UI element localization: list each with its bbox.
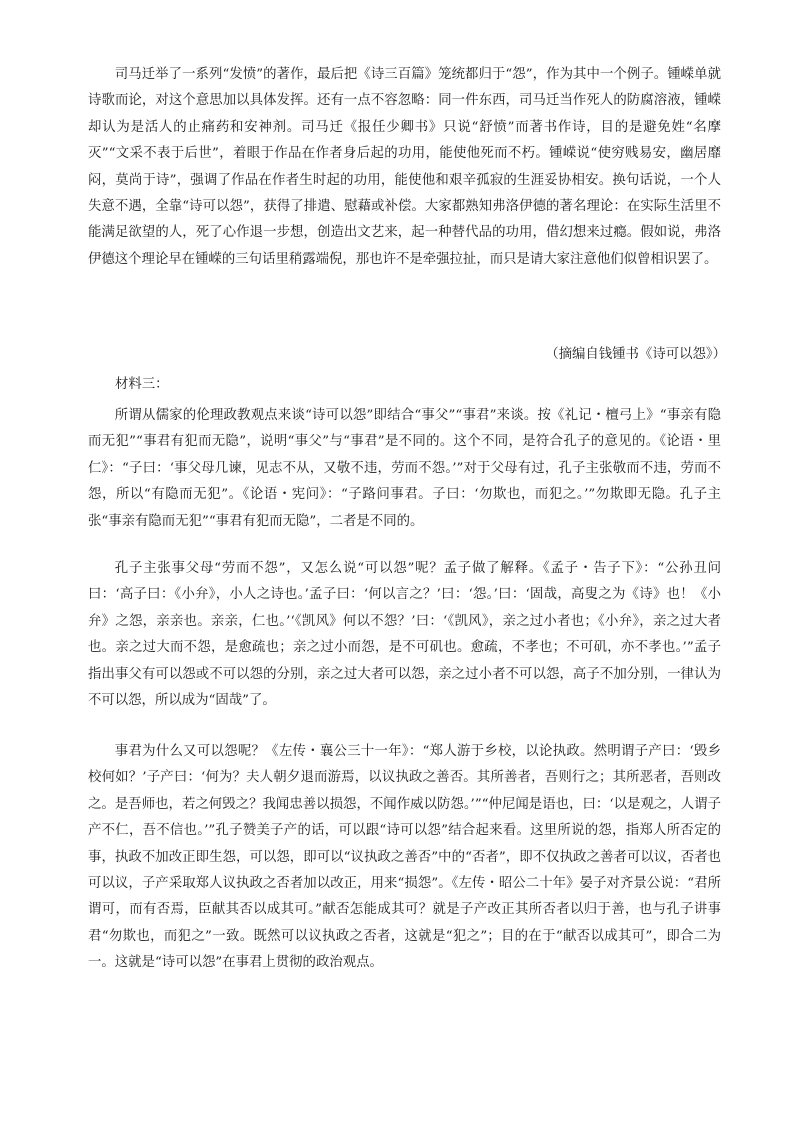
paragraph-1-block: [88, 62, 721, 273]
source-note: （摘编自钱锺书《诗可以怨》）: [545, 347, 726, 362]
paragraph-2: 所谓从儒家的伦理政教观点来谈“诗可以怨”即结合“事父”“事君”来谈。按《礼记・檀弓上》“事亲有隐而无犯”“事君有犯而无隐”，说明“事父”与“事君”是不同的。这个不同，是符合孔子的意见的。《论语・里仁》：“子曰：‘事父母几谏，见志不从，又敬不违，劳而不怨。’”对于父母有过，孔子主张敬而不违，劳而不怨，所以“有隐而无犯”。《论语・宪问》：“子路问事君。子曰：‘勿欺也，而犯之。’”勿欺即无隐。孔子主张“事亲有隐而无犯”“事君有犯而无隐”，二者是不同的。: [88, 408, 721, 529]
paragraph-3: 孔子主张事父母“劳而不怨”，又怎么说“可以怨”呢？孟子做了解释。《孟子・告子下》：“公孙丑问曰：‘高子曰：《小弁》，小人之诗也。’孟子曰：‘何以言之？’曰：‘怨。’曰：‘固哉，高叟之为《诗》也！《小弁》之怨，亲亲也。亲亲，仁也。’‘《凯风》何以不怨？’曰：‘《凯风》，亲之过小者也；《小弁》，亲之过大者也。亲之过大而不怨，是愈疏也；亲之过小而怨，是不可矶也。愈疏，不孝也；不可矶，亦不孝也。’”孟子指出事父有可以怨或不可以怨的分别，亲之过大者可以怨，亲之过小者不可以怨，高子不加分别，一律认为不可以怨，所以成为“固哉”了。: [88, 561, 721, 709]
paragraph-1: 司马迁举了一系列“发愤”的著作，最后把《诗三百篇》笼统都归于“怨”，作为其中一个例子。锺嵘单就诗歌而论，对这个意思加以具体发挥。还有一点不容忽略：同一件东西，司马迁当作死人的防腐溶液，锺嵘却认为是活人的止痛药和安神剂。司马迁《报任少卿书》只说“舒愤”而著书作诗，目的是避免姓“名摩灭”“文采不表于后世”，着眼于作品在作者身后起的功用，能使他死而不朽。锺嵘说“使穷贱易安，幽居靡闷，莫尚于诗”，强调了作品在作者生时起的功用，能使他和艰辛孤寂的生涯妥协相安。换句话说，一个人失意不遇，全靠“诗可以怨”，获得了排遣、慰藉或补偿。大家都熟知弗洛伊德的著名理论：在实际生活里不能满足欲望的人，死了心作退一步想，创造出文艺来，起一种替代品的功用，借幻想来过瘾。假如说，弗洛伊德这个理论早在锺嵘的三句话里稍露端倪，那也许不是牵强拉扯，而只是请大家注意他们似曾相识罢了。: [88, 67, 721, 267]
paragraph-4-block: [88, 739, 721, 977]
material-label: 材料三：: [115, 377, 169, 392]
paragraph-2-block: [88, 403, 721, 535]
paragraph-3-block: [88, 556, 721, 714]
paragraph-4: 事君为什么又可以怨呢？《左传・襄公三十一年》：“郑人游于乡校，以论执政。然明谓子产曰：‘毁乡校何如？’子产曰：‘何为？夫人朝夕退而游焉，以议执政之善否。其所善者，吾则行之；其所恶者，吾则改之。是吾师也，若之何毁之？我闻忠善以损怨，不闻作威以防怨。’”“仲尼闻是语也，曰：‘以是观之，人谓子产不仁，吾不信也。’”孔子赞美子产的话，可以跟“诗可以怨”结合起来看。这里所说的怨，指郑人所否定的事，执政不加改正即生怨，可以怨，即可以“议执政之善否”中的“否者”，即不仅执政之善者可以议，否者也可以议，子产采取郑人议执政之否者加以改正，用来“损怨”。《左传・昭公二十年》晏子对齐景公说：“君所谓可，而有否焉，臣献其否以成其可。”献否怎能成其可？就是子产改正其所否者以归于善，也与孔子讲事君“勿欺也，而犯之”一致。既然可以议执政之否者，这就是“犯之”；目的在于“献否以成其可”，即合二为一。这就是“诗可以怨”在事君上贯彻的政治观点。: [88, 744, 721, 971]
